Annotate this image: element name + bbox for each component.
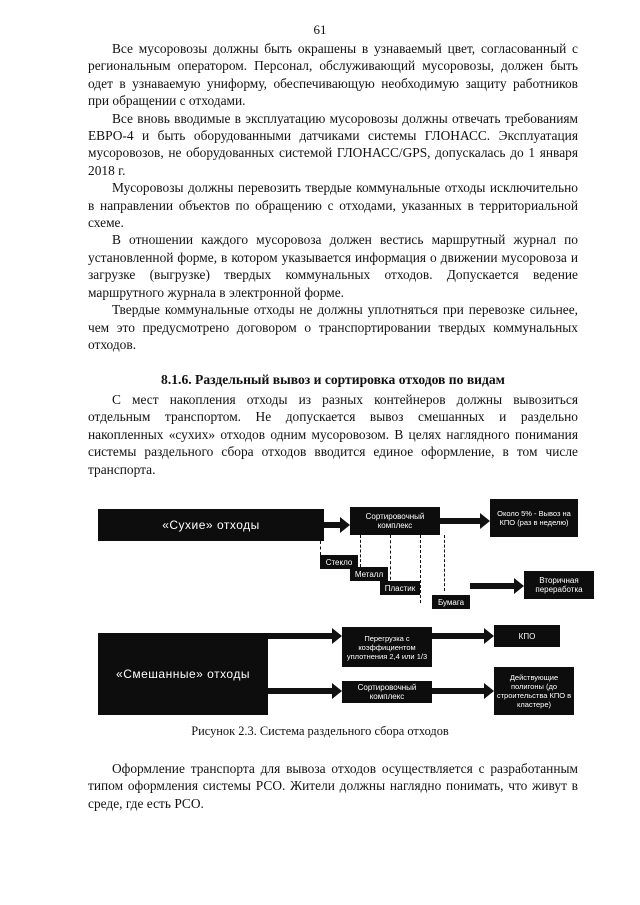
dashed-connector — [320, 541, 321, 555]
dashed-connector — [444, 535, 445, 591]
mixed-waste-block: «Смешанные» отходы — [98, 633, 268, 715]
arrow-mixed-to-sorting — [268, 688, 332, 694]
plastic-block: Пластик — [380, 581, 420, 595]
paragraph: Все мусоровозы должны быть окрашены в узнаваемый цвет, согласованный с региональным оператором. Персонал, обслуживающий мусоровозы, должен быть одет в узнаваемую униформу, обеспечивающую необходимую защиту работников при обращении с отходами. — [88, 41, 578, 109]
arrow-head — [332, 683, 342, 699]
arrow-head — [480, 513, 490, 529]
arrow-sorting-to-kpo — [440, 518, 480, 524]
paper-block: Бумага — [432, 595, 470, 609]
arrow-head — [484, 628, 494, 644]
dry-waste-block: «Сухие» отходы — [98, 509, 324, 541]
arrow-reload-to-kpo — [432, 633, 484, 639]
section-heading: 8.1.6. Раздельный вывоз и сортировка отходов по видам — [161, 372, 505, 387]
arrow-head — [340, 517, 350, 533]
reload-block: Перегрузка с коэффициентом уплотнения 2,4 или 1/3 — [342, 627, 432, 667]
arrow-dry-to-sorting — [324, 522, 340, 528]
waste-system-diagram — [98, 497, 588, 719]
recycling-block: Вторичная переработка — [524, 571, 594, 599]
body-text-top — [88, 40, 578, 353]
arrow-mixed-to-reload — [268, 633, 332, 639]
kpo-block: КПО — [494, 625, 560, 647]
arrow-head — [514, 578, 524, 594]
metal-block: Металл — [350, 567, 388, 581]
arrow-head — [332, 628, 342, 644]
landfills-block: Действующие полигоны (до строительства КПО в кластере) — [494, 667, 574, 715]
sorting-complex-2: Сортировочный комплекс — [342, 681, 432, 703]
page-number: 61 — [313, 22, 327, 37]
dashed-connector — [420, 535, 421, 603]
arrow-sorting-to-landfill — [432, 688, 484, 694]
arrow-to-recycling — [470, 583, 514, 589]
sorting-complex-1: Сортировочный комплекс — [350, 507, 440, 535]
paragraph: Твердые коммунальные отходы не должны уплотняться при перевозке сильнее, чем это предусмотрено договором о транспортировании твердых коммунальных отходов. — [88, 302, 578, 352]
paragraph: Оформление транспорта для вывоза отходов осуществляется с разработанным типом оформления системы РСО. Жители должны наглядно понимать, что живут в среде, где есть РСО. — [88, 761, 578, 811]
paragraph: В отношении каждого мусоровоза должен вестись маршрутный журнал по установленной форме, в котором указывается информация о движении мусоровоза и загрузке (выгрузке) твердых коммунальных отходов. Допускается ведение маршрутного журнала в электронной форме. — [88, 232, 578, 300]
paragraph: Мусоровозы должны перевозить твердые коммунальные отходы исключительно в направлении объектов по обращению с отходами, указанных в территориальной схеме. — [88, 180, 578, 231]
approx-5-block: Около 5% - Вывоз на КПО (раз в неделю) — [490, 499, 578, 537]
body-text-bottom — [88, 760, 578, 812]
body-text-mid — [88, 391, 578, 478]
paragraph: Все вновь вводимые в эксплуатацию мусоровозы должны отвечать требованиям ЕВРО-4 и быть оборудованными датчиками системы ГЛОНАСС. Эксплуатация мусоровозов, не оборудованных системой ГЛОНАСС/GPS, допускалась до 1 января 2018 г. — [88, 110, 578, 178]
figure-caption: Рисунок 2.3. Система раздельного сбора отходов — [191, 724, 449, 738]
paragraph: С мест накопления отходы из разных контейнеров должны вывозиться отдельным транспортом. Не допускается вывоз смешанных и раздельно накопленных «сухих» отходов одним мусоровозом. В целях наглядного понимания системы раздельного сбора отходов вводится единое оформление, в том числе транспорта. — [88, 392, 578, 477]
glass-block: Стекло — [320, 555, 358, 569]
dashed-connector — [390, 535, 391, 585]
dashed-connector — [360, 535, 361, 567]
arrow-head — [484, 683, 494, 699]
